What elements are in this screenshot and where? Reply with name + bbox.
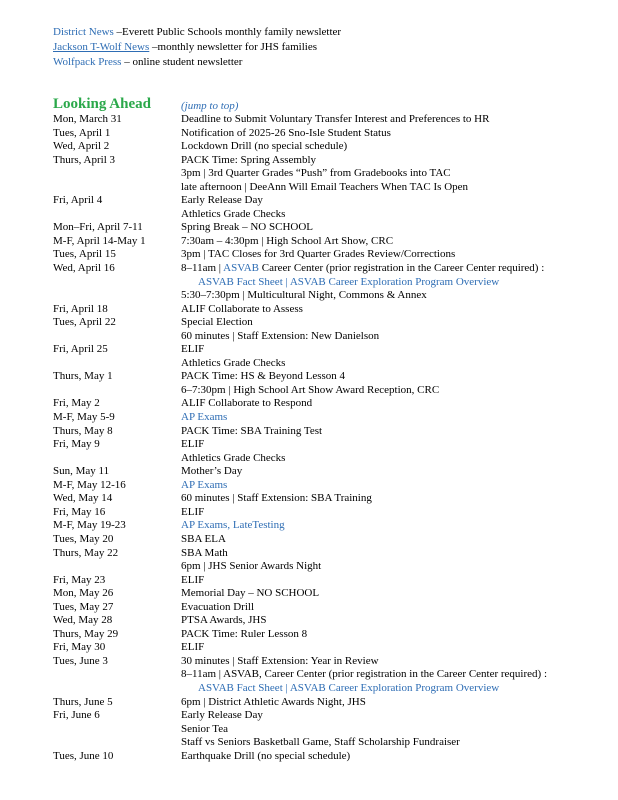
event-description: [181, 397, 312, 411]
schedule-row: [53, 709, 608, 723]
schedule-row: [53, 668, 608, 682]
schedule-row: [53, 343, 608, 357]
event-description: [198, 276, 499, 290]
event-description: [181, 452, 285, 466]
event-text: 6–7:30pm | High School Art Show Award Reception, CRC: [181, 383, 440, 396]
ap-exams-link[interactable]: AP Exams, LateTesting: [181, 519, 285, 532]
event-date: Tues, June 3: [53, 654, 108, 667]
event-text: ALIF Collaborate to Respond: [181, 397, 313, 410]
district-news-link[interactable]: District News: [53, 26, 114, 38]
section-title: Looking Ahead: [53, 96, 151, 112]
schedule-row: [53, 492, 608, 506]
event-description: [181, 587, 319, 601]
event-text: PACK Time: HS & Beyond Lesson 4: [181, 370, 346, 383]
event-description: [181, 140, 347, 154]
event-text: Special Election: [181, 316, 253, 329]
event-description: [181, 479, 227, 493]
event-text: Mother’s Day: [181, 465, 243, 478]
event-description: [181, 357, 285, 371]
event-description: [181, 181, 468, 195]
newsletter-line: [53, 25, 593, 40]
event-description: [181, 221, 313, 235]
event-date: M-F, May 5-9: [53, 411, 115, 424]
event-description: [181, 330, 379, 344]
schedule-row: [53, 262, 608, 276]
event-date: Thurs, April 3: [53, 153, 116, 166]
ap-exams-link[interactable]: AP Exams: [181, 478, 228, 491]
event-text: Evacuation Drill: [181, 600, 255, 613]
event-text: ELIF: [181, 505, 205, 518]
event-date: M-F, April 14-May 1: [53, 234, 146, 247]
schedule-row: [53, 723, 608, 737]
event-date: Wed, April 16: [53, 262, 115, 275]
schedule-row: [53, 533, 608, 547]
wolfpack-press-link[interactable]: Wolfpack Press: [53, 56, 122, 68]
event-description: [181, 533, 226, 547]
event-date: M-F, May 12-16: [53, 478, 126, 491]
event-description: [181, 438, 204, 452]
schedule-row: [53, 330, 608, 344]
event-text: PACK Time: Ruler Lesson 8: [181, 627, 308, 640]
event-description: [181, 709, 263, 723]
event-date: Tues, April 1: [53, 126, 111, 139]
event-description: [181, 492, 372, 506]
schedule-row: [53, 154, 608, 168]
schedule-row: [53, 194, 608, 208]
event-date: Fri, May 23: [53, 573, 106, 586]
event-text: PACK Time: Spring Assembly: [181, 153, 316, 166]
jump-to-top-link[interactable]: (jump to top): [181, 100, 239, 112]
event-date: Thurs, May 29: [53, 627, 119, 640]
schedule-row: [53, 547, 608, 561]
event-text: PTSA Awards, JHS: [181, 614, 267, 627]
event-description: [181, 560, 321, 574]
schedule-row: [53, 452, 608, 466]
event-description: [181, 262, 544, 276]
event-description: [181, 154, 316, 168]
schedule-row: [53, 560, 608, 574]
event-text: Spring Break – NO SCHOOL: [181, 221, 313, 234]
schedule-row: [53, 750, 608, 764]
event-text: ELIF: [181, 641, 205, 654]
event-date: Fri, May 16: [53, 505, 106, 518]
schedule-row: [53, 574, 608, 588]
schedule-row: [53, 316, 608, 330]
schedule-row: [53, 221, 608, 235]
schedule-row: [53, 384, 608, 398]
event-description: [181, 208, 285, 222]
event-description: [181, 370, 345, 384]
event-text: ELIF: [181, 573, 205, 586]
event-date: M-F, May 19-23: [53, 519, 126, 532]
event-text: Athletics Grade Checks: [181, 356, 286, 369]
link-separator: |: [282, 275, 290, 288]
event-date: Thurs, May 8: [53, 424, 113, 437]
newsletter-links: [53, 25, 593, 70]
event-text: 3pm | TAC Closes for 3rd Quarter Grades Review/Corrections: [181, 248, 456, 261]
event-description: [181, 668, 547, 682]
newsletter-desc: –Everett Public Schools monthly family newsletter: [113, 26, 342, 38]
event-description: [181, 384, 439, 398]
event-description: [198, 682, 499, 696]
event-text: Senior Tea: [181, 722, 228, 735]
event-date: Fri, May 9: [53, 438, 100, 451]
event-date: Tues, May 20: [53, 532, 114, 545]
schedule-row: [53, 438, 608, 452]
event-description: [181, 614, 266, 628]
asvab-resource-link[interactable]: ASVAB Career Exploration Program Overview: [289, 275, 500, 288]
event-date: Fri, April 18: [53, 302, 108, 315]
schedule-row: [53, 736, 608, 750]
event-date: Fri, May 2: [53, 397, 100, 410]
event-date: Wed, May 28: [53, 614, 113, 627]
event-text: ALIF Collaborate to Assess: [181, 302, 303, 315]
event-description: [181, 655, 379, 669]
schedule-row: [53, 614, 608, 628]
event-text: 3pm | 3rd Quarter Grades “Push” from Gradebooks into TAC: [181, 167, 451, 180]
event-date: Tues, April 22: [53, 316, 116, 329]
asvab-resource-link[interactable]: ASVAB Fact Sheet: [198, 275, 283, 288]
asvab-resource-link[interactable]: ASVAB Fact Sheet: [198, 681, 283, 694]
link-separator: |: [282, 681, 290, 694]
event-text: late afternoon | DeeAnn Will Email Teachers When TAC Is Open: [181, 180, 469, 193]
event-text: Lockdown Drill (no special schedule): [181, 140, 348, 153]
event-description: [181, 723, 228, 737]
schedule-row: [53, 370, 608, 384]
event-text: 8–11am |: [181, 262, 224, 275]
event-text: 6pm | JHS Senior Awards Night: [181, 560, 322, 573]
event-text: 7:30am – 4:30pm | High School Art Show, CRC: [181, 234, 394, 247]
schedule-row: [53, 113, 608, 127]
event-text: Early Release Day: [181, 194, 263, 207]
event-description: [181, 696, 366, 710]
event-date: Thurs, May 22: [53, 546, 119, 559]
schedule-row: [53, 208, 608, 222]
event-text: 30 minutes | Staff Extension: Year in Review: [181, 654, 379, 667]
event-description: [181, 113, 489, 127]
event-text-after: Career Center (prior registration in the Career Center required) :: [259, 262, 545, 275]
event-date: Fri, April 25: [53, 343, 108, 356]
event-description: [181, 127, 391, 141]
event-text: 60 minutes | Staff Extension: SBA Training: [181, 492, 372, 505]
event-text: 6pm | District Athletic Awards Night, JHS: [181, 695, 366, 708]
event-date: Thurs, June 5: [53, 695, 113, 708]
event-date: Tues, May 27: [53, 600, 114, 613]
schedule-row: [53, 167, 608, 181]
asvab-resource-link[interactable]: ASVAB Career Exploration Program Overview: [289, 681, 500, 694]
event-description: [181, 574, 204, 588]
schedule-row: [53, 303, 608, 317]
event-text: 60 minutes | Staff Extension: New Danielson: [181, 329, 380, 342]
schedule-row: [53, 506, 608, 520]
schedule-row: [53, 519, 608, 533]
schedule-row: [53, 235, 608, 249]
schedule-row: [53, 682, 608, 696]
event-description: [181, 628, 307, 642]
event-text: Memorial Day – NO SCHOOL: [181, 587, 320, 600]
event-date: Tues, June 10: [53, 749, 114, 762]
event-description: [181, 425, 322, 439]
event-text: Notification of 2025-26 Sno-Isle Student Status: [181, 126, 391, 139]
event-description: [181, 316, 253, 330]
event-date: Fri, June 6: [53, 709, 100, 722]
event-date: Fri, May 30: [53, 641, 106, 654]
event-date: Fri, April 4: [53, 194, 103, 207]
schedule-row: [53, 628, 608, 642]
event-description: [181, 465, 242, 479]
event-description: [181, 235, 393, 249]
schedule-row: [53, 587, 608, 601]
event-description: [181, 547, 228, 561]
schedule-row: [53, 397, 608, 411]
event-date: Mon–Fri, April 7-11: [53, 221, 143, 234]
schedule-row: [53, 127, 608, 141]
event-date: Wed, April 2: [53, 140, 110, 153]
event-description: [181, 194, 263, 208]
event-text: Early Release Day: [181, 709, 263, 722]
schedule-row: [53, 425, 608, 439]
schedule-row: [53, 411, 608, 425]
event-text: Staff vs Seniors Basketball Game, Staff Scholarship Fundraiser: [181, 736, 460, 749]
schedule-row: [53, 465, 608, 479]
event-date: Sun, May 11: [53, 465, 110, 478]
event-text: PACK Time: SBA Training Test: [181, 424, 323, 437]
event-description: [181, 343, 204, 357]
event-description: [181, 506, 204, 520]
event-text: ELIF: [181, 343, 205, 356]
schedule-row: [53, 276, 608, 290]
event-text: Athletics Grade Checks: [181, 451, 286, 464]
schedule-row: [53, 140, 608, 154]
ap-exams-link[interactable]: AP Exams: [181, 411, 228, 424]
event-text: SBA Math: [181, 546, 228, 559]
event-text: Athletics Grade Checks: [181, 207, 286, 220]
schedule-row: [53, 641, 608, 655]
schedule-row: [53, 181, 608, 195]
newsletter-line: [53, 40, 593, 55]
event-text: Deadline to Submit Voluntary Transfer Interest and Preferences to HR: [181, 113, 490, 125]
event-date: Mon, May 26: [53, 587, 114, 600]
schedule-row: [53, 601, 608, 615]
event-description: [181, 601, 254, 615]
event-description: [181, 750, 350, 764]
schedule-list: [53, 113, 608, 763]
schedule-row: [53, 655, 608, 669]
asvab-link[interactable]: ASVAB: [223, 262, 260, 275]
event-date: Thurs, May 1: [53, 370, 113, 383]
schedule-row: [53, 289, 608, 303]
newsletter-desc: –monthly newsletter for JHS families: [149, 41, 318, 53]
event-text: 5:30–7:30pm | Multicultural Night, Commons & Annex: [181, 289, 427, 302]
event-date: Wed, May 14: [53, 492, 113, 505]
event-description: [181, 641, 204, 655]
event-date: Mon, March 31: [53, 113, 122, 125]
newsletter-line: [53, 55, 593, 70]
jackson-twolf-news-link[interactable]: Jackson T-Wolf News: [53, 41, 150, 53]
event-text: Earthquake Drill (no special schedule): [181, 749, 351, 762]
event-text: ELIF: [181, 438, 205, 451]
schedule-row: [53, 696, 608, 710]
event-text: SBA ELA: [181, 532, 226, 545]
newsletter-desc: – online student newsletter: [121, 56, 243, 68]
schedule-row: [53, 248, 608, 262]
event-description: [181, 519, 285, 533]
event-description: [181, 289, 427, 303]
event-description: [181, 167, 451, 181]
schedule-row: [53, 357, 608, 371]
event-description: [181, 248, 455, 262]
schedule-row: [53, 479, 608, 493]
event-description: [181, 303, 303, 317]
event-date: Tues, April 15: [53, 248, 116, 261]
event-text: 8–11am | ASVAB, Career Center (prior registration in the Career Center required) :: [181, 668, 548, 681]
event-description: [181, 736, 460, 750]
event-description: [181, 411, 227, 425]
